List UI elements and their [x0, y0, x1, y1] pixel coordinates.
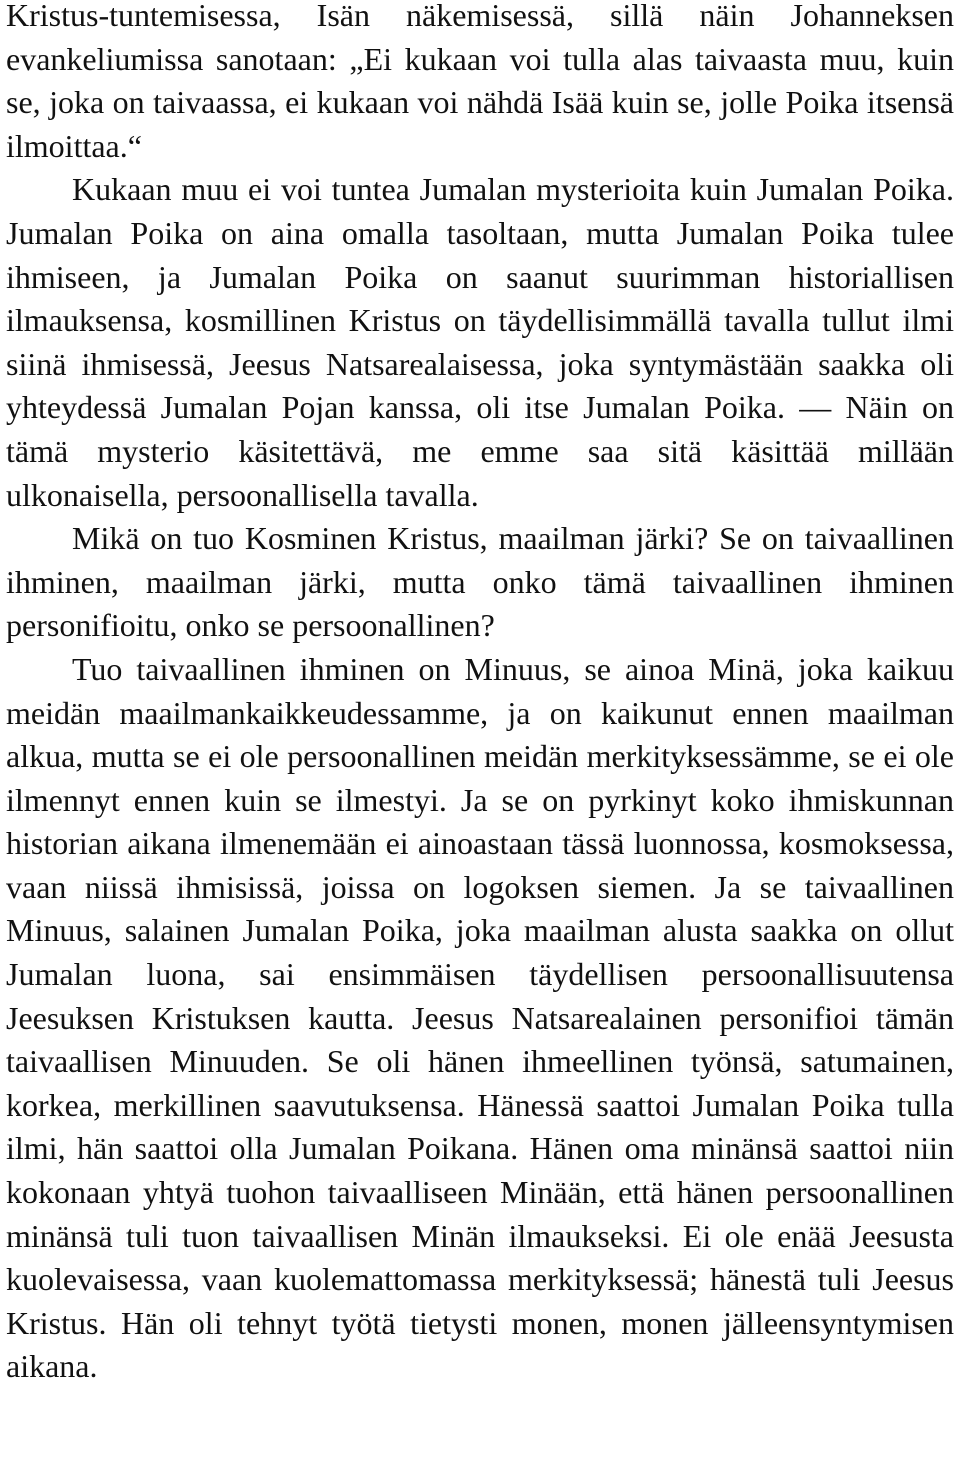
paragraph-4: Tuo taivaallinen ihminen on Minuus, se ainoa Minä, joka kaikuu meidän maailmankaikkeudessamme, ja on kaikunut ennen maailman alkua, mutta se ei ole persoonallinen meidän merkityksessämme, se ei ole ilmennyt ennen kuin se ilmestyi. Ja se on pyrkinyt koko ihmiskunnan historian aikana ilmenemään ei ainoastaan tässä luonnossa, kosmoksessa, vaan niissä ihmisissä, joissa on logoksen siemen. Ja se taivaallinen Minuus, salainen Jumalan Poika, joka maailman alusta saakka on ollut Jumalan luona, sai ensimmäisen täydellisen persoonallisuutensa Jeesuksen Kristuksen kautta. Jeesus Natsarealainen personifioi tämän taivaallisen Minuuden. Se oli hänen ihmeellinen työnsä, satumainen, korkea, merkillinen saavutuksensa. Hänessä saattoi Jumalan Poika tulla ilmi, hän saattoi olla Jumalan Poikana. Hänen oma minänsä saattoi niin kokonaan yhtyä tuohon taivaalliseen Minään, että hänen persoonallinen minänsä tuli tuon taivaallisen Minän ilmaukseksi. Ei ole enää Jeesusta kuolevaisessa, vaan kuolemattomassa merkityksessä; hänestä tuli Jeesus Kristus. Hän oli tehnyt työtä tietysti monen, monen jälleensyntymisen aikana. — [6, 650, 954, 1385]
paragraph-2: Kukaan muu ei voi tuntea Jumalan mysterioita kuin Jumalan Poika. Jumalan Poika on aina omalla tasoltaan, mutta Jumalan Poika tulee ihmiseen, ja Jumalan Poika on saanut suurimman historiallisen ilmauksensa, kosmillinen Kristus on täydellisimmällä tavalla tullut ilmi siinä ihmisessä, Jeesus Natsarealaisessa, joka syntymästään saakka oli yhteydessä Jumalan Pojan kanssa, oli itse Jumalan Poika. — Näin on tämä mysterio käsitettävä, me emme saa sitä käsittää millään ulkonaisella, persoonallisella tavalla. — [6, 171, 954, 513]
paragraph-1: Kristus-tuntemisessa, Isän näkemisessä, sillä näin Johanneksen evankeliumissa sanotaan: „Ei kukaan voi tulla alas taivaasta muu, kuin se, joka on taivaassa, ei kukaan voi nähdä Isää kuin se, jolle Poika itsensä ilmoittaa.“ — [6, 0, 954, 164]
paragraph-3: Mikä on tuo Kosminen Kristus, maailman järki? Se on taivaallinen ihminen, maailman järki, mutta onko tämä taivaallinen ihminen personifioitu, onko se persoonallinen? — [6, 520, 954, 644]
